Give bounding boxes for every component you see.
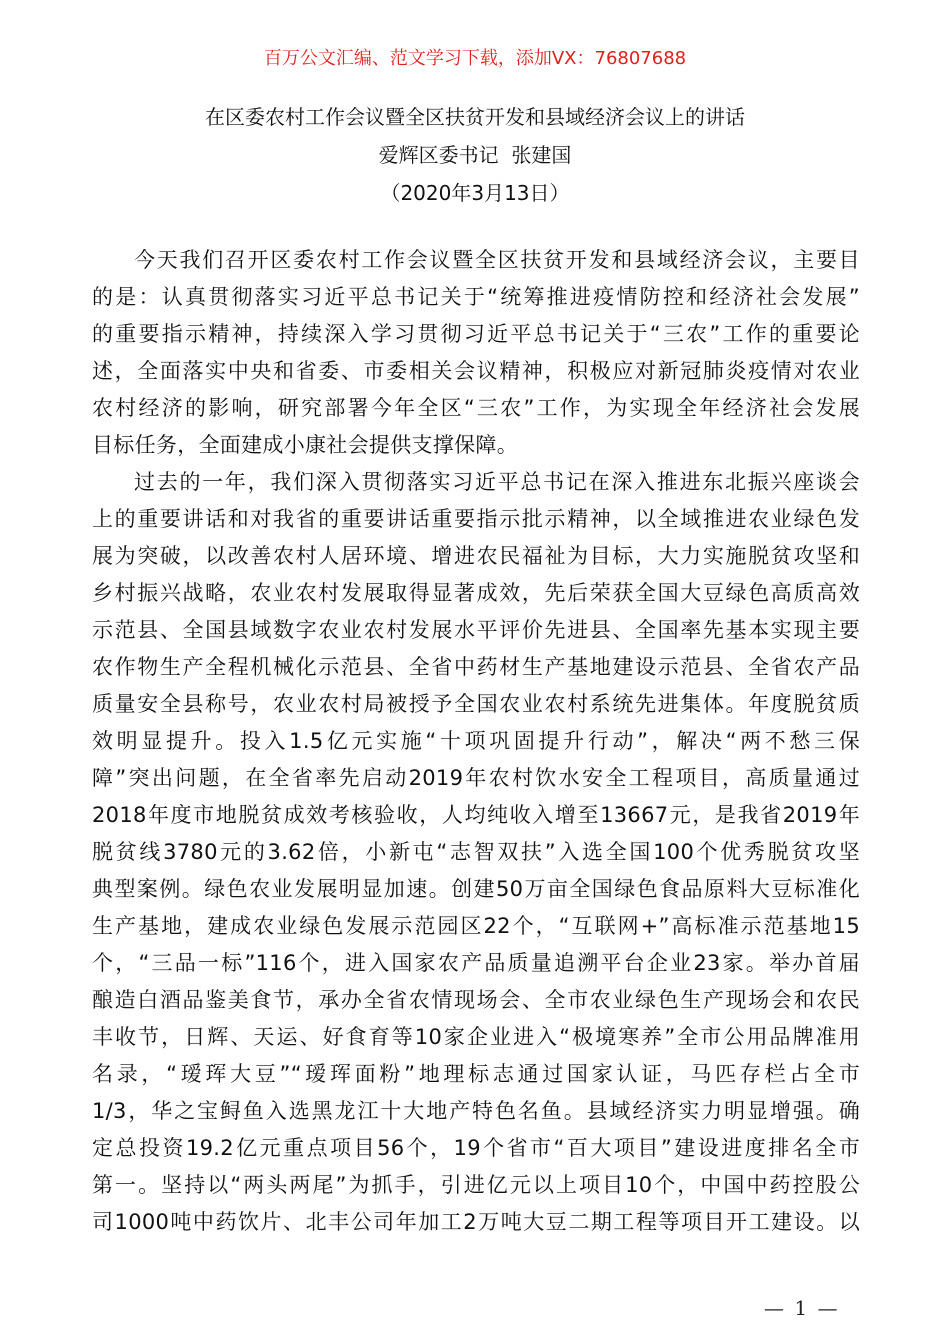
paragraph-2	[92, 464, 860, 1241]
document-title: 在区委农村工作会议暨全区扶贫开发和县域经济会议上的讲话	[205, 105, 745, 129]
text-line: 展为突破，以改善农村人居环境、增进农民福祉为目标，大力实施脱贫攻坚和	[92, 544, 860, 568]
text-line: 典型案例。绿色农业发展明显加速。创建50万亩全国绿色食品原料大豆标准化	[92, 877, 860, 901]
text-line: 第一。坚持以“两头两尾”为抓手，引进亿元以上项目10个，中国中药控股公	[92, 1173, 860, 1197]
text-line: 农村经济的影响，研究部署今年全区“三农”工作，为实现全年经济社会发展	[92, 396, 860, 420]
text-line: 质量安全县称号，农业农村局被授予全国农业农村系统先进集体。年度脱贫质	[92, 692, 860, 716]
text-line: 过去的一年，我们深入贯彻落实习近平总书记在深入推进东北振兴座谈会	[134, 470, 860, 494]
text-line: 障”突出问题，在全省率先启动2019年农村饮水安全工程项目，高质量通过	[92, 766, 860, 790]
text-line: 个，“三品一标”116个，进入国家农产品质量追溯平台企业23家。举办首届	[92, 951, 860, 975]
text-line: 司1000吨中药饮片、北丰公司年加工2万吨大豆二期工程等项目开工建设。以	[92, 1210, 860, 1234]
text-line: 1/3，华之宝鲟鱼入选黑龙江十大地产特色名鱼。县域经济实力明显增强。确	[92, 1099, 860, 1123]
text-line: 生产基地，建成农业绿色发展示范园区22个，“互联网+”高标准示范基地15	[92, 914, 860, 938]
text-line: 脱贫线3780元的3.62倍，小新屯“志智双扶”入选全国100个优秀脱贫攻坚	[92, 840, 860, 864]
text-line: 农作物生产全程机械化示范县、全省中药材生产基地建设示范县、全省农产品	[92, 655, 860, 679]
text-line: 乡村振兴战略，农业农村发展取得显著成效，先后荣获全国大豆绿色高质高效	[92, 581, 860, 605]
text-line: 上的重要讲话和对我省的重要讲话重要指示批示精神，以全域推进农业绿色发	[92, 507, 860, 531]
date-line: （2020年3月13日）	[380, 181, 570, 205]
text-line: 丰收节，日辉、天运、好食育等10家企业进入“极境寒养”全市公用品牌准用	[92, 1025, 860, 1049]
document-header	[0, 98, 950, 212]
page-number: — 1 —	[764, 1296, 840, 1320]
text-line: 名录，“瑷珲大豆”“瑷珲面粉”地理标志通过国家认证，马匹存栏占全市	[92, 1062, 860, 1086]
text-line: 的重要指示精神，持续深入学习贯彻习近平总书记关于“三农”工作的重要论	[92, 322, 860, 346]
watermark-banner: 百万公文汇编、范文学习下载，添加VX：76807688	[263, 48, 687, 69]
text-line: 今天我们召开区委农村工作会议暨全区扶贫开发和县域经济会议，主要目	[134, 248, 860, 272]
text-line: 示范县、全国县域数字农业农村发展水平评价先进县、全国率先基本实现主要	[92, 618, 860, 642]
text-line: 2018年度市地脱贫成效考核验收，人均纯收入增至13667元，是我省2019年	[92, 803, 860, 827]
text-line: 述，全面落实中央和省委、市委相关会议精神，积极应对新冠肺炎疫情对农业	[92, 359, 860, 383]
text-line: 的是：认真贯彻落实习近平总书记关于“统筹推进疫情防控和经济社会发展”	[92, 285, 860, 309]
text-line: 定总投资19.2亿元重点项目56个，19个省市“百大项目”建设进度排名全市	[92, 1136, 860, 1160]
text-line: 酿造白酒品鉴美食节，承办全省农情现场会、全市农业绿色生产现场会和农民	[92, 988, 860, 1012]
text-line: 目标任务，全面建成小康社会提供支撑保障。	[92, 433, 518, 457]
document-body	[92, 242, 860, 1241]
text-line: 效明显提升。投入1.5亿元实施“十项巩固提升行动”，解决“两不愁三保	[92, 729, 860, 753]
speaker-line: 爱辉区委书记 张建国	[378, 143, 572, 167]
paragraph-1	[92, 242, 860, 464]
